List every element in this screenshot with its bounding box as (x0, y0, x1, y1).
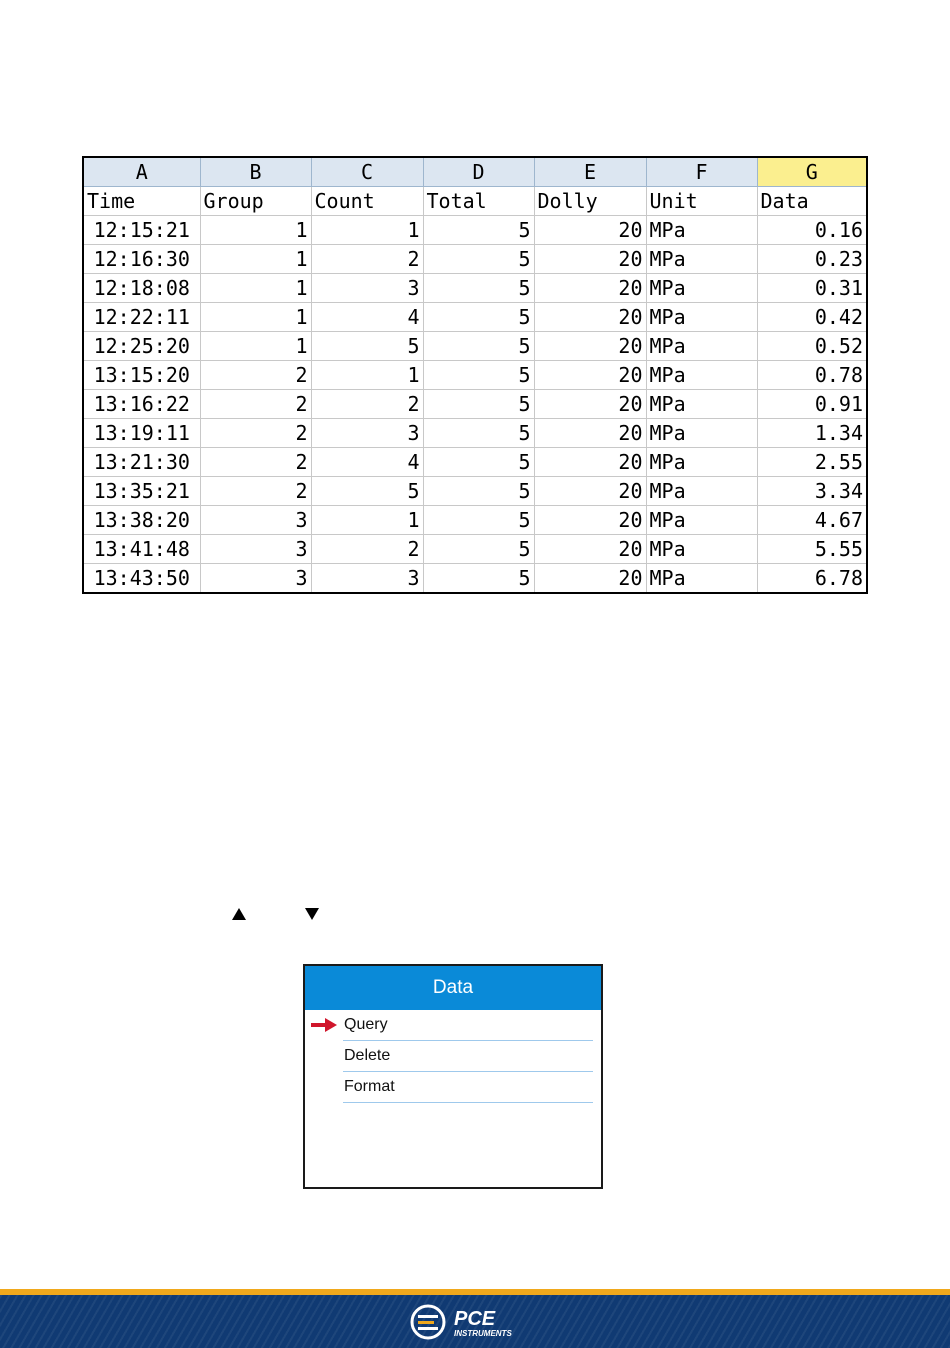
table-row (83, 361, 867, 390)
table-cell[interactable]: 20 (534, 274, 646, 303)
footer-bar (0, 1295, 950, 1348)
logo-brand: PCE (454, 1308, 496, 1330)
table-cell[interactable]: 2 (200, 477, 311, 506)
table-cell[interactable]: 5 (423, 303, 534, 332)
table-cell[interactable]: 20 (534, 216, 646, 245)
table-cell[interactable]: 20 (534, 390, 646, 419)
table-cell[interactable]: 20 (534, 361, 646, 390)
device-screen (303, 964, 603, 1189)
table-cell[interactable]: 20 (534, 332, 646, 361)
table-cell[interactable]: 20 (534, 303, 646, 332)
table-cell[interactable]: 0.23 (757, 245, 867, 274)
table-row (83, 419, 867, 448)
header-cell[interactable]: Dolly (534, 187, 646, 216)
table-cell[interactable]: MPa (646, 274, 757, 303)
table-cell[interactable]: 5 (423, 332, 534, 361)
table-cell[interactable]: 1 (200, 245, 311, 274)
table-cell[interactable]: 2 (200, 390, 311, 419)
table-cell[interactable]: 5 (423, 448, 534, 477)
table-cell[interactable]: 13:21:30 (83, 448, 200, 477)
table-cell[interactable]: 20 (534, 245, 646, 274)
table-cell[interactable]: 13:35:21 (83, 477, 200, 506)
menu-item-delete[interactable] (343, 1041, 593, 1072)
table-cell[interactable]: 20 (534, 535, 646, 564)
table-cell[interactable]: 1 (200, 274, 311, 303)
header-cell[interactable]: Total (423, 187, 534, 216)
column-letter[interactable]: E (534, 157, 646, 187)
column-letter[interactable]: B (200, 157, 311, 187)
table-cell[interactable]: MPa (646, 390, 757, 419)
menu-item-format[interactable] (343, 1072, 593, 1103)
table-row (83, 303, 867, 332)
table-row (83, 535, 867, 564)
table-cell[interactable]: 2 (311, 390, 423, 419)
triangle-down-icon (305, 908, 319, 920)
selection-arrow-icon (311, 1018, 337, 1032)
table-cell[interactable]: 1.34 (757, 419, 867, 448)
table-cell[interactable]: 3 (200, 506, 311, 535)
table-cell[interactable]: MPa (646, 506, 757, 535)
table-cell[interactable]: 5 (423, 216, 534, 245)
table-cell[interactable]: 5 (423, 477, 534, 506)
table-cell[interactable]: 5 (423, 535, 534, 564)
table-row (83, 506, 867, 535)
table-cell[interactable]: MPa (646, 477, 757, 506)
table-cell[interactable]: 4.67 (757, 506, 867, 535)
table-cell[interactable]: 4 (311, 448, 423, 477)
table-cell[interactable]: 0.42 (757, 303, 867, 332)
table-cell[interactable]: 20 (534, 506, 646, 535)
table-row (83, 245, 867, 274)
table-cell[interactable]: 3.34 (757, 477, 867, 506)
table-cell[interactable]: 2 (200, 361, 311, 390)
table-cell[interactable]: MPa (646, 332, 757, 361)
table-cell[interactable]: 13:15:20 (83, 361, 200, 390)
table-cell[interactable]: MPa (646, 564, 757, 594)
table-cell[interactable]: 2 (200, 419, 311, 448)
table-cell[interactable]: 13:43:50 (83, 564, 200, 594)
header-cell[interactable]: Unit (646, 187, 757, 216)
header-cell[interactable]: Group (200, 187, 311, 216)
header-cell[interactable]: Time (83, 187, 200, 216)
table-cell[interactable]: 1 (311, 216, 423, 245)
table-cell[interactable]: 3 (311, 274, 423, 303)
table-cell[interactable]: 1 (200, 216, 311, 245)
table-cell[interactable]: MPa (646, 216, 757, 245)
table-cell[interactable]: 20 (534, 477, 646, 506)
menu-item-label: Format (344, 1078, 395, 1095)
table-row (83, 390, 867, 419)
column-letter[interactable]: F (646, 157, 757, 187)
pce-logo (408, 1303, 548, 1341)
device-title: Data (305, 966, 601, 1010)
table-cell[interactable]: 12:18:08 (83, 274, 200, 303)
column-letter[interactable]: C (311, 157, 423, 187)
table-cell[interactable]: 0.52 (757, 332, 867, 361)
table-cell[interactable]: 12:16:30 (83, 245, 200, 274)
table-cell[interactable]: 2 (311, 535, 423, 564)
table-cell[interactable]: MPa (646, 448, 757, 477)
menu-item-label: Query (344, 1016, 388, 1033)
menu-item-label: Delete (344, 1047, 391, 1064)
table-cell[interactable]: 0.78 (757, 361, 867, 390)
table-cell[interactable]: 5 (311, 477, 423, 506)
table-cell[interactable]: 5.55 (757, 535, 867, 564)
table-cell[interactable]: 13:38:20 (83, 506, 200, 535)
table-cell[interactable]: 13:16:22 (83, 390, 200, 419)
table-row (83, 332, 867, 361)
table-cell[interactable]: 5 (423, 245, 534, 274)
table-cell[interactable]: 0.91 (757, 390, 867, 419)
table-cell[interactable]: 5 (311, 332, 423, 361)
column-letter-row (83, 157, 867, 187)
table-row (83, 274, 867, 303)
table-cell[interactable]: 5 (423, 564, 534, 594)
table-cell[interactable]: 5 (423, 390, 534, 419)
table-cell[interactable]: 13:19:11 (83, 419, 200, 448)
header-cell[interactable]: Data (757, 187, 867, 216)
column-letter[interactable]: A (83, 157, 200, 187)
table-cell[interactable]: MPa (646, 245, 757, 274)
triangle-up-icon (232, 908, 246, 920)
table-cell[interactable]: 20 (534, 448, 646, 477)
table-cell[interactable]: 0.31 (757, 274, 867, 303)
table-cell[interactable]: MPa (646, 303, 757, 332)
table-cell[interactable]: 3 (200, 564, 311, 594)
table-row (83, 448, 867, 477)
table-row (83, 564, 867, 594)
table-cell[interactable]: 2 (311, 245, 423, 274)
table-cell[interactable]: 5 (423, 274, 534, 303)
table-cell[interactable]: MPa (646, 361, 757, 390)
menu-item-query[interactable] (343, 1010, 593, 1041)
table-cell[interactable]: 1 (311, 506, 423, 535)
table-cell[interactable]: 4 (311, 303, 423, 332)
table-cell[interactable]: 12:25:20 (83, 332, 200, 361)
header-row (83, 187, 867, 216)
spreadsheet-table (82, 156, 868, 594)
table-cell[interactable]: 3 (200, 535, 311, 564)
table-cell[interactable]: 3 (311, 419, 423, 448)
table-cell[interactable]: 5 (423, 506, 534, 535)
table-cell[interactable]: 5 (423, 361, 534, 390)
table-cell[interactable]: 2.55 (757, 448, 867, 477)
table-cell[interactable]: 20 (534, 419, 646, 448)
column-letter[interactable]: D (423, 157, 534, 187)
table-cell[interactable]: 13:41:48 (83, 535, 200, 564)
table-cell[interactable]: 12:15:21 (83, 216, 200, 245)
table-cell[interactable]: MPa (646, 419, 757, 448)
header-cell[interactable]: Count (311, 187, 423, 216)
column-letter-selected[interactable]: G (757, 157, 867, 187)
table-cell[interactable]: 5 (423, 419, 534, 448)
table-cell[interactable]: 3 (311, 564, 423, 594)
table-cell[interactable]: 0.16 (757, 216, 867, 245)
table-cell[interactable]: 1 (311, 361, 423, 390)
table-cell[interactable]: 12:22:11 (83, 303, 200, 332)
table-cell[interactable]: 6.78 (757, 564, 867, 594)
table-row (83, 216, 867, 245)
table-cell[interactable]: 1 (200, 332, 311, 361)
table-cell[interactable]: 1 (200, 303, 311, 332)
table-cell[interactable]: 20 (534, 564, 646, 594)
table-cell[interactable]: MPa (646, 535, 757, 564)
table-cell[interactable]: 2 (200, 448, 311, 477)
logo-brand-sub: INSTRUMENTS (454, 1329, 512, 1338)
table-row (83, 477, 867, 506)
